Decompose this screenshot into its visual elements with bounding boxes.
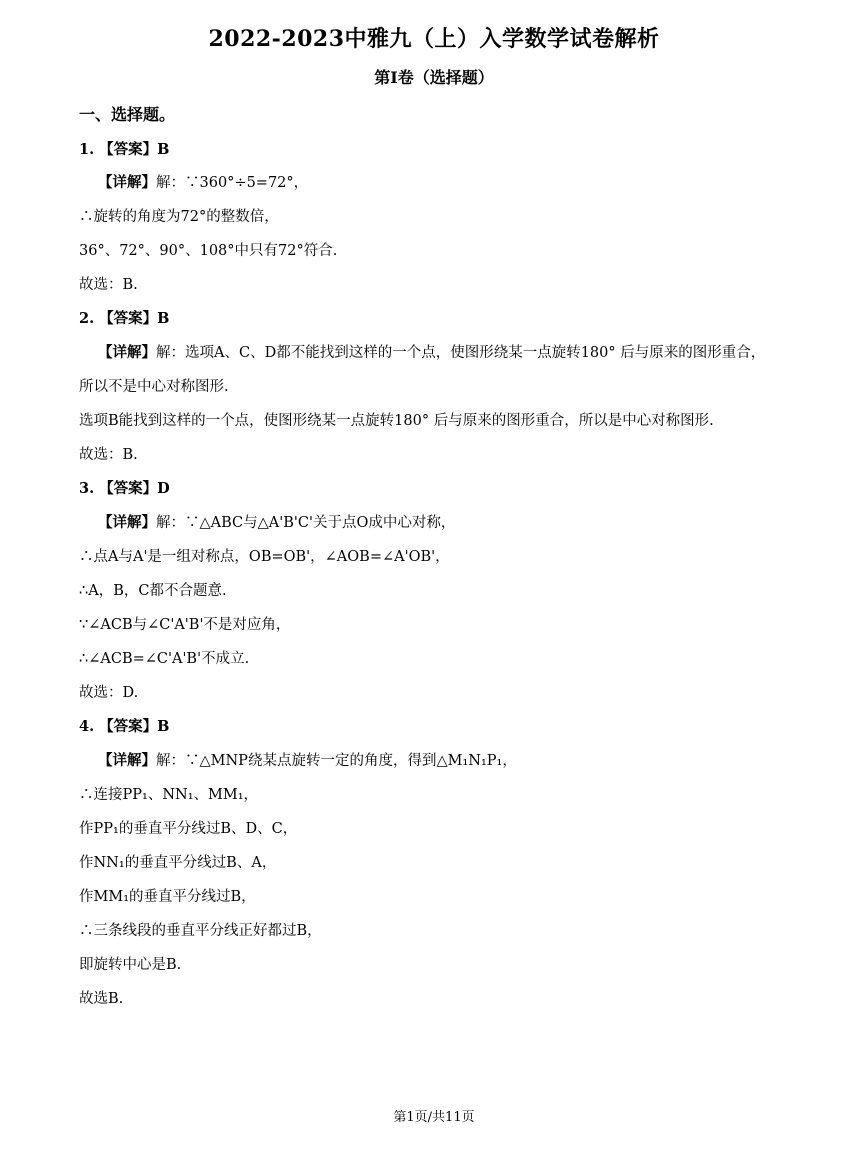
q4-line-5: 作MM₁的垂直平分线过B， xyxy=(79,889,256,905)
q4-line-2: ∴连接PP₁、NN₁、MM₁， xyxy=(79,787,259,803)
q4-detail-line-1 xyxy=(98,749,517,770)
q1-line-1-text: 解：∵360°÷5=72°， xyxy=(156,175,309,191)
q4-line-1-text: 解：∵△MNP绕某点旋转一定的角度，得到△M₁N₁P₁， xyxy=(156,753,517,769)
q4-line-4: 作NN₁的垂直平分线过B、A， xyxy=(79,855,277,871)
page-title: 2022-2023中雅九（上）入学数学试卷解析 xyxy=(208,26,660,52)
q1-detail-line-1 xyxy=(98,171,308,192)
q3-line-5: ∴∠ACB=∠C'A'B'不成立. xyxy=(79,651,250,667)
q3-answer: 3. 【答案】D xyxy=(79,480,170,497)
q2-line-4: 故选：B. xyxy=(79,447,138,463)
q4-answer: 4. 【答案】B xyxy=(79,718,170,735)
q1-answer: 1. 【答案】B xyxy=(79,141,170,158)
q2-answer: 2. 【答案】B xyxy=(79,310,170,327)
q3-line-2: ∴点A与A'是一组对称点，OB=OB'，∠AOB=∠A'OB'， xyxy=(79,549,450,565)
q3-line-6: 故选：D. xyxy=(79,685,139,701)
q3-line-3: ∴A，B，C都不合题意. xyxy=(79,583,227,599)
q4-line-7: 即旋转中心是B. xyxy=(79,957,182,973)
section-heading: 一、选择题。 xyxy=(79,105,176,124)
q2-detail-line-1 xyxy=(98,341,765,362)
q2-line-1-text: 解：选项A、C、D都不能找到这样的一个点，使图形绕某一点旋转180° 后与原来的图形重合， xyxy=(156,345,766,361)
q1-line-2: ∴旋转的角度为72°的整数倍， xyxy=(79,209,279,225)
q3-detail-line-1 xyxy=(98,511,455,532)
page-subtitle: 第I卷（选择题） xyxy=(374,68,494,87)
page-footer: 第1页/共11页 xyxy=(393,1110,475,1125)
q1-line-3: 36°、72°、90°、108°中只有72°符合. xyxy=(79,243,338,259)
q3-line-4: ∵∠ACB与∠C'A'B'不是对应角， xyxy=(79,617,291,633)
q3-line-1-text: 解：∵△ABC与△A'B'C'关于点O成中心对称， xyxy=(156,515,456,531)
q4-line-6: ∴三条线段的垂直平分线正好都过B， xyxy=(79,923,322,939)
q1-line-4: 故选：B. xyxy=(79,277,138,293)
detail-label: 【详解】 xyxy=(98,514,156,531)
q4-line-3: 作PP₁的垂直平分线过B、D、C， xyxy=(79,821,298,837)
detail-label: 【详解】 xyxy=(98,344,156,361)
detail-label: 【详解】 xyxy=(98,174,156,191)
q4-line-8: 故选B. xyxy=(79,991,124,1007)
q2-line-2: 所以不是中心对称图形. xyxy=(79,379,229,395)
q2-line-3: 选项B能找到这样的一个点，使图形绕某一点旋转180° 后与原来的图形重合，所以是中心对称图形. xyxy=(79,413,714,429)
detail-label: 【详解】 xyxy=(98,752,156,769)
